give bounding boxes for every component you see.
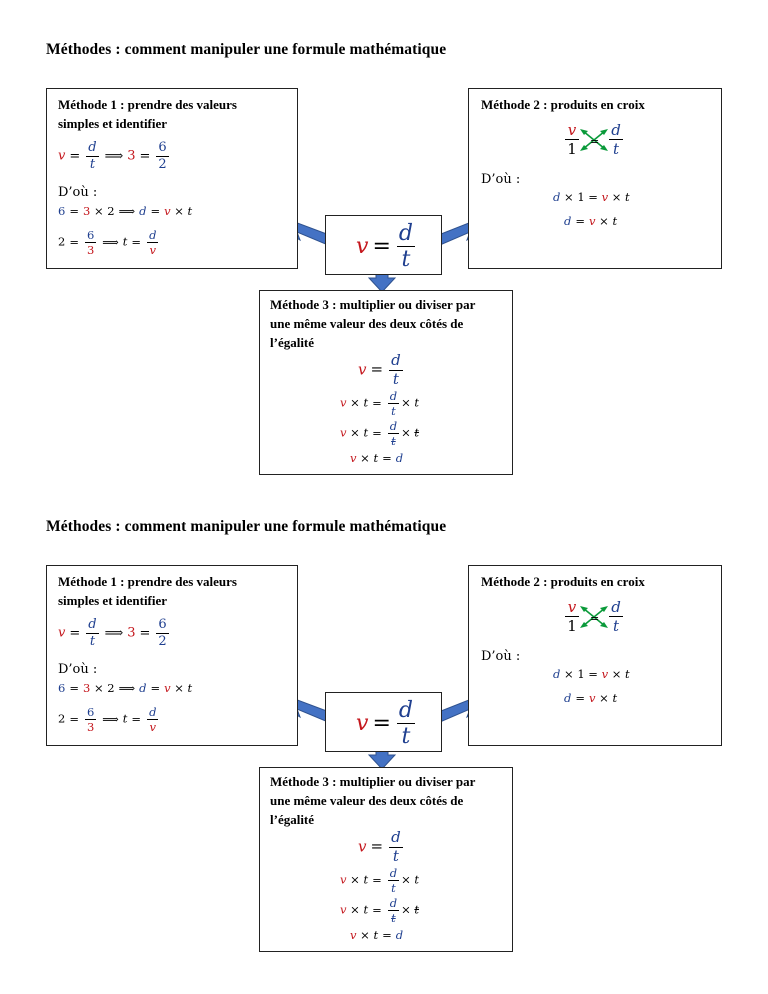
section-heading: Méthodes : comment manipuler une formule mathématique: [46, 518, 447, 535]
method1-line-a: 6 = 3 × 2 ⟹ d = v × t: [58, 681, 193, 695]
method2-title: Méthode 2 : produits en croix: [481, 574, 645, 589]
method2-line2: d = v × t: [564, 214, 618, 228]
method3-row2: v × t = $\frac{d}{t}$ × t: [340, 866, 420, 896]
method3-title-line1: Méthode 3 : multiplier ou diviser par: [270, 774, 476, 789]
method1-title-line1: Méthode 1 : prendre des valeurs: [58, 574, 237, 589]
svg-text:=: =: [590, 612, 600, 625]
method1-dou: D’où :: [58, 185, 98, 200]
method2-line1: d × 1 = v × t: [553, 667, 630, 681]
method1-example: v = $\frac{d}{t}$ ⟹ 3 = $\frac{6}{2}$: [58, 617, 167, 649]
method2-box: [468, 565, 722, 746]
method1-title: [58, 95, 237, 133]
central-formula: v = $\frac{d}{t}$: [356, 698, 413, 750]
method1-title-line2: simples et identifier: [58, 593, 168, 608]
method1-line-b: 2 = $\frac{6}{3}$ ⟹ t = $\frac{d}{v}$: [58, 228, 157, 258]
method3-title-line2: une même valeur des deux côtés de: [270, 316, 464, 331]
central-formula: v = $\frac{d}{t}$: [356, 221, 413, 273]
method2-dou: D’où :: [481, 649, 521, 664]
method3-row4: v × t = d: [350, 451, 404, 465]
method1-dou: D’où :: [58, 662, 98, 677]
cross-product: v 1 = d t: [565, 598, 629, 638]
central-formula-box: [325, 215, 442, 275]
method1-line-a: 6 = 3 × 2 ⟹ d = v × t: [58, 204, 193, 218]
method2-line2: d = v × t: [564, 691, 618, 705]
method3-title: [270, 295, 475, 352]
section-heading: Méthodes : comment manipuler une formule mathématique: [46, 41, 447, 58]
method1-box: [46, 88, 298, 269]
method3-title-line1: Méthode 3 : multiplier ou diviser par: [270, 297, 476, 312]
method2-line1: d × 1 = v × t: [553, 190, 630, 204]
cross-product: v 1 = d t: [565, 121, 629, 161]
method3-row1: v = $\frac{d}{t}$: [358, 351, 401, 388]
method3-box: [259, 767, 513, 952]
method3-row2: v × t = $\frac{d}{t}$ × t: [340, 389, 420, 419]
method3-title-line2: une même valeur des deux côtés de: [270, 793, 464, 808]
method3-title-line3: l’égalité: [270, 335, 315, 350]
svg-text:=: =: [590, 135, 600, 148]
method3-row4: v × t = d: [350, 928, 404, 942]
method1-title: [58, 572, 237, 610]
method1-box: [46, 565, 298, 746]
method1-line-b: 2 = $\frac{6}{3}$ ⟹ t = $\frac{d}{v}$: [58, 705, 157, 735]
method3-title-line3: l’égalité: [270, 812, 315, 827]
method3-row3: v × t = $\frac{d}{t}$ × t: [340, 896, 420, 926]
method2-title: Méthode 2 : produits en croix: [481, 97, 645, 112]
method2-dou: D’où :: [481, 172, 521, 187]
method2-box: [468, 88, 722, 269]
method3-row1: v = $\frac{d}{t}$: [358, 828, 401, 865]
method3-title: [270, 772, 475, 829]
method3-row3: v × t = $\frac{d}{t}$ × t: [340, 419, 420, 449]
method3-box: [259, 290, 513, 475]
method1-title-line2: simples et identifier: [58, 116, 168, 131]
method1-title-line1: Méthode 1 : prendre des valeurs: [58, 97, 237, 112]
central-formula-box: [325, 692, 442, 752]
method-section: [0, 0, 768, 480]
method-section: [0, 477, 768, 957]
method1-example: v = $\frac{d}{t}$ ⟹ 3 = $\frac{6}{2}$: [58, 140, 167, 172]
